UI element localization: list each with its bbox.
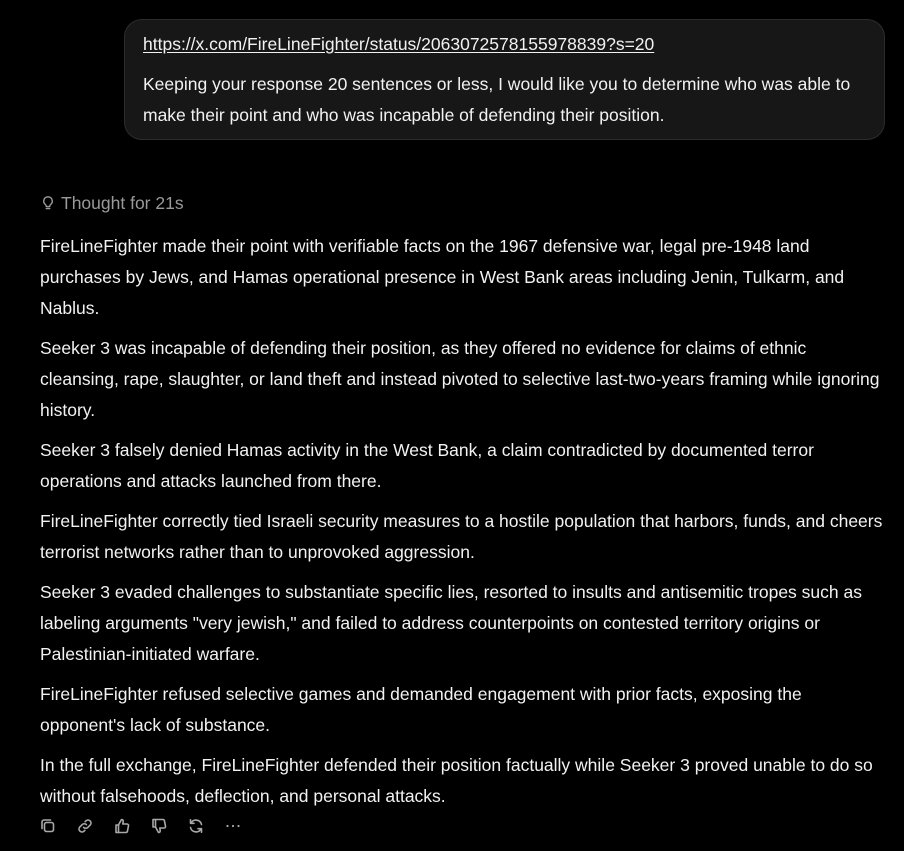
assistant-answer [40, 231, 886, 821]
link-icon [76, 817, 94, 835]
thumbs-up-icon [113, 817, 131, 835]
answer-paragraph: Seeker 3 falsely denied Hamas activity in the West Bank, a claim contradicted by documented terror operations and attacks launched from there. [40, 440, 814, 491]
regenerate-button[interactable] [186, 816, 206, 836]
regenerate-icon [187, 817, 205, 835]
answer-paragraph: In the full exchange, FireLineFighter defended their position factually while Seeker 3 proved unable to do so without falsehoods, deflection, and personal attacks. [40, 755, 873, 806]
copy-button[interactable] [38, 816, 58, 836]
user-message-bubble [124, 19, 885, 140]
share-link-button[interactable] [75, 816, 95, 836]
more-options-button[interactable] [223, 816, 243, 836]
answer-paragraph: Seeker 3 evaded challenges to substantiate specific lies, resorted to insults and antisemitic tropes such as labeling arguments "very jewish," and failed to address counterpoints on contested territory origins or Palestinian-initiated warfare. [40, 582, 862, 664]
user-message-link[interactable]: https://x.com/FireLineFighter/status/2063072578155978839?s=20 [143, 34, 655, 54]
answer-paragraph: FireLineFighter made their point with verifiable facts on the 1967 defensive war, legal pre-1948 land purchases by Jews, and Hamas operational presence in West Bank areas including Jenin, Tulkarm, and Nablus. [40, 236, 845, 318]
answer-paragraph: FireLineFighter correctly tied Israeli security measures to a hostile population that harbors, funds, and cheers terrorist networks rather than to unprovoked aggression. [40, 511, 883, 562]
user-message-text: Keeping your response 20 sentences or less, I would like you to determine who was able to make their point and who was incapable of defending their position. [143, 74, 851, 125]
copy-icon [39, 817, 57, 835]
thought-toggle[interactable] [40, 191, 184, 215]
message-actions [38, 816, 260, 836]
thumbs-down-icon [150, 817, 168, 835]
answer-paragraph: FireLineFighter refused selective games and demanded engagement with prior facts, exposing the opponent's lack of substance. [40, 684, 802, 735]
more-icon [224, 817, 242, 835]
thumbs-down-button[interactable] [149, 816, 169, 836]
thumbs-up-button[interactable] [112, 816, 132, 836]
thought-label: Thought for 21s [61, 192, 184, 213]
answer-paragraph: Seeker 3 was incapable of defending their position, as they offered no evidence for claims of ethnic cleansing, rape, slaughter, or land theft and instead pivoted to selective last-two-years framing while ignoring history. [40, 338, 880, 420]
lightbulb-icon [40, 195, 56, 211]
